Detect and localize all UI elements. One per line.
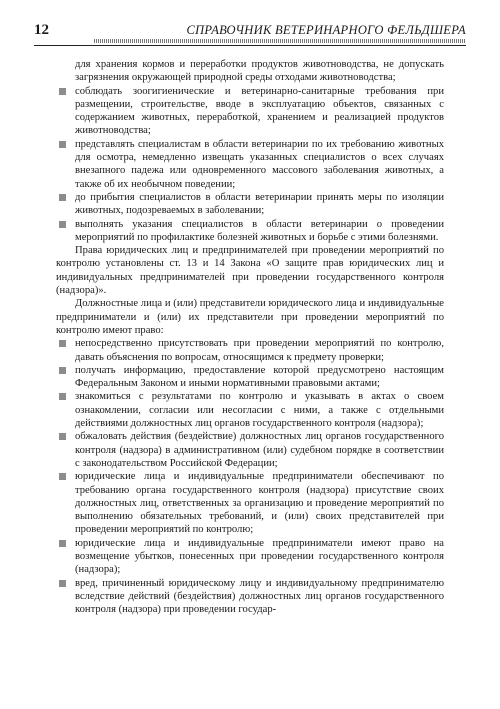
list-item (56, 364, 444, 391)
header-decorative-band (94, 39, 466, 43)
obligations-list (56, 58, 444, 244)
list-item-text: соблюдать зоогигиенические и ветеринарно-санитарные требования при размещении, строительстве, вводе в эксплуатацию объектов, связанных с содержанием животных, переработкой, хранением и реализацией продуктов животноводства; (75, 85, 444, 137)
list-item (56, 430, 444, 470)
list-item (56, 85, 444, 138)
list-item-text: юридические лица и индивидуальные предприниматели имеют право на возмещение убытков, понесенных при проведении государственного контроля (надзора); (75, 537, 444, 576)
list-item (56, 577, 444, 617)
square-bullet-icon (59, 540, 66, 547)
square-bullet-icon (59, 473, 66, 480)
list-item-text: представлять специалистам в области ветеринарии по их требованию животных для осмотра, немедленно извещать указанных специалистов о всех случаях внезапного падежа или одновременного массового заболевания животных, а также об их необычном поведении; (75, 138, 444, 190)
list-item-text: получать информацию, предоставление которой предусмотрено настоящим Федеральным Законом и иными нормативными правовыми актами; (75, 364, 444, 390)
running-title: СПРАВОЧНИК ВЕТЕРИНАРНОГО ФЕЛЬДШЕРА (186, 23, 466, 37)
list-item (56, 191, 444, 218)
paragraph-rights-list-intro: Должностные лица и (или) представители юридического лица и индивидуальные предприниматели и (или) их представители при проведении мероприятий по контролю имеют право: (56, 298, 444, 336)
page-number: 12 (34, 22, 49, 38)
list-item (56, 337, 444, 364)
list-item (56, 537, 444, 577)
list-item-continued (56, 58, 444, 85)
square-bullet-icon (59, 367, 66, 374)
list-item-text: выполнять указания специалистов в области ветеринарии о проведении мероприятий по профилактике болезней животных и борьбе с этими болезнями. (75, 218, 444, 243)
header-rule (34, 45, 466, 46)
rights-list (56, 337, 444, 616)
square-bullet-icon (59, 141, 66, 148)
list-item-text: вред, причиненный юридическому лицу и индивидуальному предпринимателю вследствие действий (бездействия) должностных лиц органов государственного контроля (надзора) при проведении государ- (75, 577, 444, 616)
square-bullet-icon (59, 340, 66, 347)
square-bullet-icon (59, 194, 66, 201)
list-item-text: знакомиться с результатами по контролю и указывать в актах о своем ознакомлении, согласии или несогласии с ними, а также с отдельными действиями должностных лиц органов государственного контроля (надзора); (75, 391, 444, 430)
list-item (56, 138, 444, 191)
square-bullet-icon (59, 221, 66, 228)
page-header (34, 20, 466, 40)
list-item-text: юридические лица и индивидуальные предприниматели обеспечивают по требованию органа государственного контроля (надзора) присутствие своих должностных лиц, ответственных за организацию и проведение мероприятий по выполнению обязательных требований, и (или) своих представителей при проведении мероприятий по контролю; (75, 471, 444, 536)
square-bullet-icon (59, 433, 66, 440)
list-item (56, 218, 444, 245)
square-bullet-icon (59, 88, 66, 95)
square-bullet-icon (59, 393, 66, 400)
paragraph-rights-intro: Права юридических лиц и предпринимателей при проведении мероприятий по контролю установлены ст. 13 и 14 Закона «О защите прав юридических лиц и индивидуальных предпринимателей при проведении государственного контроля (надзора)». (56, 245, 444, 297)
list-item (56, 470, 444, 536)
list-item-text: для хранения кормов и переработки продуктов животноводства, не допускать загрязнения окружающей природной среды отходами животноводства; (75, 59, 444, 84)
list-item (56, 390, 444, 430)
list-item-text: непосредственно присутствовать при проведении мероприятий по контролю, давать объяснения по вопросам, относящимся к предмету проверки; (75, 338, 444, 363)
square-bullet-icon (59, 580, 66, 587)
page-body (56, 58, 444, 616)
list-item-text: до прибытия специалистов в области ветеринарии принять меры по изоляции животных, подозреваемых в заболевании; (75, 191, 444, 217)
list-item-text: обжаловать действия (бездействие) должностных лиц органов государственного контроля (надзора) в административном (или) судебном порядке в соответствии с законодательством Российской Федерации; (75, 431, 444, 469)
